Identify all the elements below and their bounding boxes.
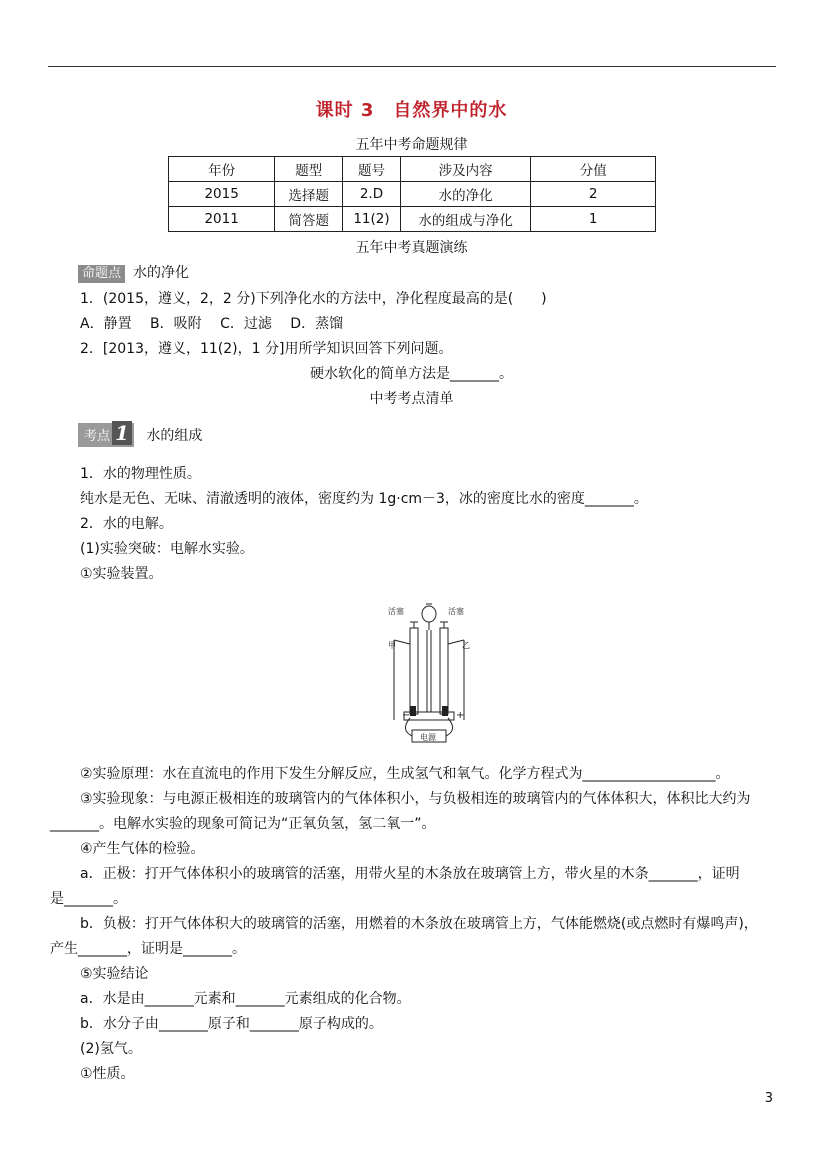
text-line: ①实验装置。 [80,566,163,582]
table-cell: 1 [531,207,656,232]
table-cell: 2015 [169,182,275,207]
text-line: ③实验现象：与电源正极相连的玻璃管内的气体体积小，与负极相连的玻璃管内的气体体积大，体积比大约为 [80,791,751,807]
text-line: ⑤实验结论 [80,966,149,982]
valve-right-label: 活塞 [448,607,464,616]
topic-title: 水的净化 [133,265,190,281]
power-label: 电源 [420,733,436,742]
kaodian-title: 水的组成 [146,428,203,444]
text-line: 2．水的电解。 [80,516,173,532]
text-line: 1．水的物理性质。 [80,466,201,482]
text-line: 产生_______，证明是_______。 [50,941,246,957]
table-header: 题型 [275,157,343,182]
text-line: 纯水是无色、无味、清澈透明的液体，密度约为 1g·cm－3，冰的密度比水的密度_______。 [80,491,648,507]
tube-left-label: 甲 [388,641,396,650]
text-line: (2)氢气。 [80,1041,142,1057]
table-header: 分值 [531,157,656,182]
table-row [169,207,656,232]
table-cell: 2011 [169,207,275,232]
topic-tag: 命题点 [78,265,125,283]
question-2-line: 硬水软化的简单方法是_______。 [310,366,513,382]
text-line: ①性质。 [80,1066,135,1082]
question-1: 1．(2015，遵义，2，2 分)下列净化水的方法中，净化程度最高的是( ) [80,291,547,307]
table-cell: 2 [531,182,656,207]
question-2: 2．[2013，遵义，11(2)，1 分]用所学知识回答下列问题。 [80,341,453,357]
table-row [169,182,656,207]
minus-label: − [402,710,411,721]
text-line: (1)实验突破：电解水实验。 [80,541,254,557]
kaodian-tag: 考点 1 [78,423,134,447]
text-line: 是_______。 [50,891,127,907]
table-cell: 简答题 [275,207,343,232]
table-cell: 11(2) [343,207,401,232]
table-cell: 选择题 [275,182,343,207]
kaodian-heading [78,423,202,447]
table-header: 涉及内容 [400,157,531,182]
table-cell: 水的净化 [400,182,531,207]
kaodian-number: 1 [112,421,132,445]
table-header: 题号 [343,157,401,182]
text-line: ②实验原理：水在直流电的作用下发生分解反应，生成氢气和氧气。化学方程式为___________________。 [80,766,730,782]
table-caption: 五年中考命题规律 [355,137,468,153]
page-title: 课时 3 自然界中的水 [315,100,508,121]
text-line: ④产生气体的检验。 [80,841,205,857]
top-rule [48,66,776,67]
tube-right-label: 乙 [462,641,470,650]
electrolysis-apparatus-diagram [386,600,472,748]
text-line: a．正极：打开气体体积小的玻璃管的活塞，用带火星的木条放在玻璃管上方，带火星的木条_______，证明 [80,866,740,882]
valve-left-label: 活塞 [388,607,404,616]
section-checklist-heading: 中考考点清单 [369,391,454,407]
table-cell: 2.D [343,182,401,207]
text-line: a．水是由_______元素和_______元素组成的化合物。 [80,991,411,1007]
table-header-row [169,157,656,182]
table-cell: 水的组成与净化 [400,207,531,232]
page-number: 3 [764,1091,773,1106]
exam-rules-table [168,156,656,232]
section-exam-heading: 五年中考真题演练 [355,240,468,256]
text-line: b．负极：打开气体体积大的玻璃管的活塞，用燃着的木条放在玻璃管上方，气体能燃烧(或点燃时有爆鸣声)， [80,916,758,932]
question-1-options: A．静置 B．吸附 C．过滤 D．蒸馏 [80,316,344,332]
table-header: 年份 [169,157,275,182]
text-line: b．水分子由_______原子和_______原子构成的。 [80,1016,383,1032]
plus-label: + [456,710,465,721]
text-line: _______。电解水实验的现象可简记为“正氧负氢，氢二氧一”。 [50,816,436,832]
topic-heading [78,262,189,283]
